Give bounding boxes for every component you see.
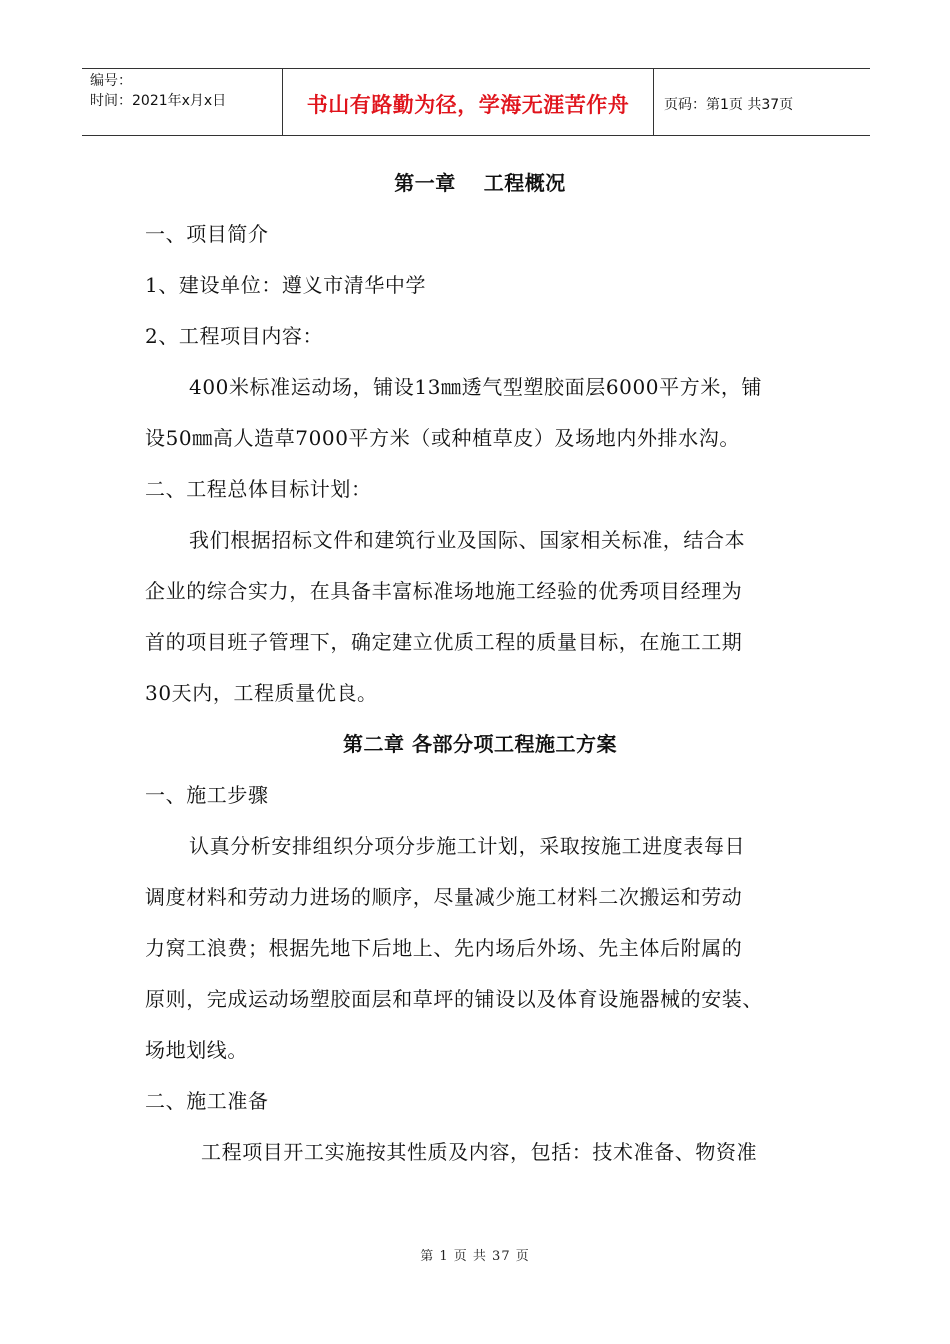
section-heading: 一、施工步骤 [145, 783, 269, 807]
section-heading: 一、项目简介 [145, 222, 269, 246]
chapter-1-title: 第一章 工程概况 [394, 171, 566, 195]
paragraph-line: 企业的综合实力，在具备丰富标准场地施工经验的优秀项目经理为 [145, 579, 743, 603]
paragraph-line: 力窝工浪费；根据先地下后地上、先内场后外场、先主体后附属的 [145, 936, 743, 960]
document-header [82, 68, 870, 136]
paragraph-line: 工程项目开工实施按其性质及内容，包括：技术准备、物资准 [201, 1140, 758, 1164]
section-heading: 二、施工准备 [145, 1089, 269, 1113]
page-footer: 第 1 页 共 37 页 [420, 1249, 530, 1264]
section-heading: 二、工程总体目标计划： [145, 477, 372, 501]
paragraph-line: 调度材料和劳动力进场的顺序，尽量减少施工材料二次搬运和劳动 [145, 885, 743, 909]
paragraph-line: 设50㎜高人造草7000平方米（或种植草皮）及场地内外排水沟。 [145, 426, 740, 450]
paragraph-line: 30天内，工程质量优良。 [145, 681, 378, 705]
date-label: 时间：2021年x月x日 [90, 93, 227, 109]
document-body [145, 158, 815, 1178]
paragraph-line: 我们根据招标文件和建筑行业及国际、国家相关标准，结合本 [189, 528, 746, 552]
header-meta-cell [82, 69, 283, 135]
paragraph-line: 认真分析安排组织分项分步施工计划，采取按施工进度表每日 [189, 834, 746, 858]
header-page-info: 页码：第1页 共37页 [664, 97, 794, 113]
paragraph-line: 首的项目班子管理下，确定建立优质工程的质量目标，在施工工期 [145, 630, 743, 654]
list-item: 1、建设单位：遵义市清华中学 [145, 273, 427, 297]
chapter-2-title: 第二章 各部分项工程施工方案 [343, 732, 617, 756]
paragraph-line: 原则，完成运动场塑胶面层和草坪的铺设以及体育设施器械的安装、 [145, 987, 763, 1011]
list-item: 2、工程项目内容： [145, 324, 324, 348]
paragraph-line: 400米标准运动场，铺设13㎜透气型塑胶面层6000平方米，铺 [189, 375, 763, 399]
paragraph-line: 场地划线。 [145, 1038, 248, 1062]
serial-number-label: 编号： [90, 73, 132, 89]
header-motto: 书山有路勤为径，学海无涯苦作舟 [283, 69, 654, 135]
